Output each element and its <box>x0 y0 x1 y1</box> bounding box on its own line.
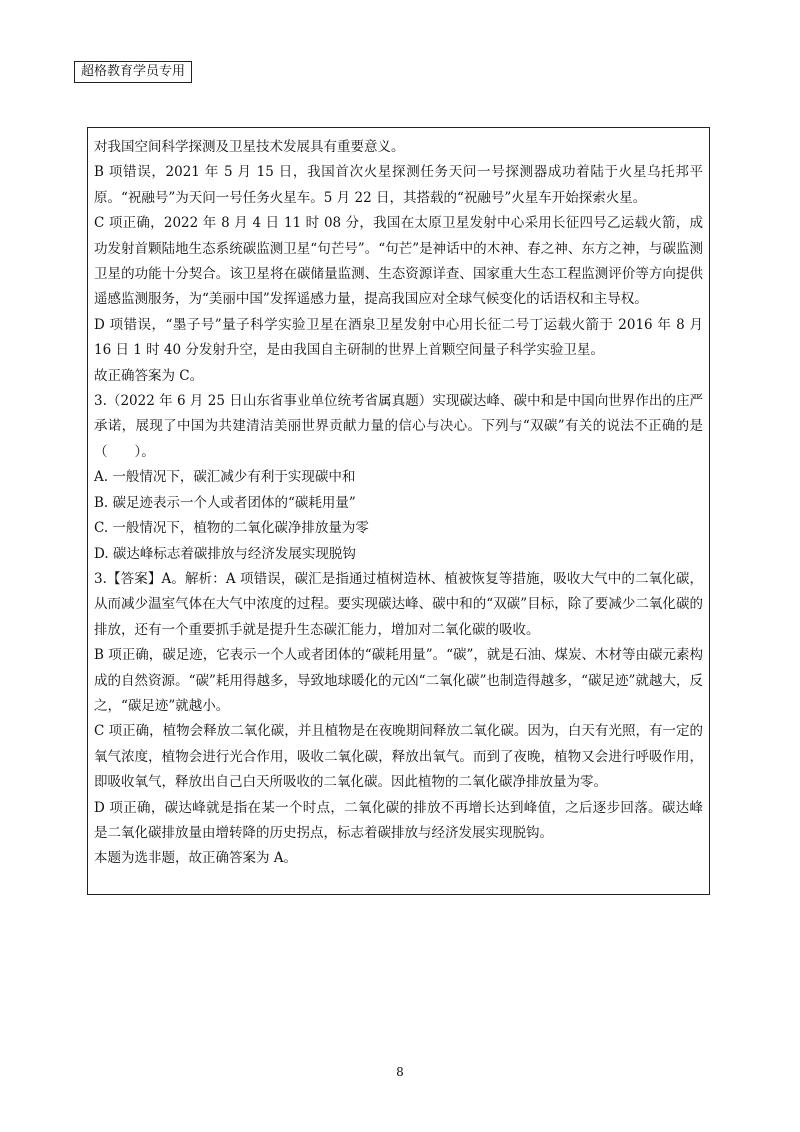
answer-3-analysis-a: 3.【答案】A。解析：A 项错误，碳汇是指通过植树造林、植被恢复等措施，吸收大气中的二氧化碳，从而减少温室气体在大气中浓度的过程。要实现碳达峰、碳中和的“双碳”目标，除了要减少二氧化碳的排放，还有一个重要抓手就是提升生态碳汇能力，增加对二氧化碳的吸收。 <box>94 570 703 638</box>
question-3-option-c: C. 一般情况下，植物的二氧化碳净排放量为零 <box>94 520 369 537</box>
paragraph-answer-c: 故正确答案为 C。 <box>94 367 204 384</box>
question-3-option-d: D. 碳达峰标志着碳排放与经济发展实现脱钩 <box>94 545 356 562</box>
question-3-option-a: A. 一般情况下，碳汇减少有利于实现碳中和 <box>94 469 356 486</box>
content-box <box>87 127 710 895</box>
answer-3-analysis-b: B 项正确，碳足迹，它表示一个人或者团体的“碳耗用量”。“碳”，就是石油、煤炭、木材等由碳元素构成的自然资源。“碳”耗用得越多，导致地球暖化的元凶“二氧化碳”也制造得越多，“碳足迹”就越大，反之，“碳足迹”就越小。 <box>94 647 703 714</box>
answer-3-analysis-c: C 项正确，植物会释放二氧化碳，并且植物是在夜晚期间释放二氧化碳。因为，白天有光照，有一定的氧气浓度，植物会进行光合作用，吸收二氧化碳，释放出氧气。而到了夜晚，植物又会进行呼吸作用，即吸收氧气，释放出自己白天所吸收的二氧化碳。因此植物的二氧化碳净排放量为零。 <box>94 723 703 791</box>
answer-3-conclusion: 本题为选非题，故正确答案为 A。 <box>94 850 298 867</box>
paragraph-option-c-explanation: C 项正确，2022 年 8 月 4 日 11 时 08 分，我国在太原卫星发射中心采用长征四号乙运载火箭，成功发射首颗陆地生态系统碳监测卫星“句芒号”。“句芒”是神话中的木神、春之神、东方之神，与碳监测卫星的功能十分契合。该卫星将在碳储量监测、生态资源详查、国家重大生态工程监测评价等方向提供遥感监测服务，为“美丽中国”发挥遥感力量，提高我国应对全球气候变化的话语权和主导权。 <box>94 215 703 308</box>
page-number: 8 <box>396 1065 404 1079</box>
question-3-stem: 3.（2022 年 6 月 25 日山东省事业单位统考省属真题）实现碳达峰、碳中和是中国向世界作出的庄严承诺，展现了中国为共建清洁美丽世界贡献力量的信心与决心。下列与“双碳”有关的说法不正确的是（ ）。 <box>94 393 703 460</box>
paragraph-option-d-explanation: D 项错误，“墨子号”量子科学实验卫星在酒泉卫星发射中心用长征二号丁运载火箭于 2016 年 8 月 16 日 1 时 40 分发射升空，是由我国自主研制的世界上首颗空间量子科学实验卫星。 <box>94 316 703 359</box>
paragraph-option-b-explanation: B 项错误，2021 年 5 月 15 日，我国首次火星探测任务天问一号探测器成功着陆于火星乌托邦平原。“祝融号”为天问一号任务火星车。5 月 22 日，其搭载的“祝融号”火星车开始探索火星。 <box>94 164 703 206</box>
header-badge: 超格教育学员专用 <box>74 61 192 83</box>
paragraph-intro-continuation: 对我国空间科学探测及卫星技术发展具有重要意义。 <box>94 139 405 155</box>
question-3-option-b: B. 碳足迹表示一个人或者团体的“碳耗用量” <box>94 494 356 511</box>
answer-3-analysis-d: D 项正确，碳达峰就是指在某一个时点，二氧化碳的排放不再增长达到峰值，之后逐步回落。碳达峰是二氧化碳排放量由增转降的历史拐点，标志着碳排放与经济发展实现脱钩。 <box>94 799 703 841</box>
